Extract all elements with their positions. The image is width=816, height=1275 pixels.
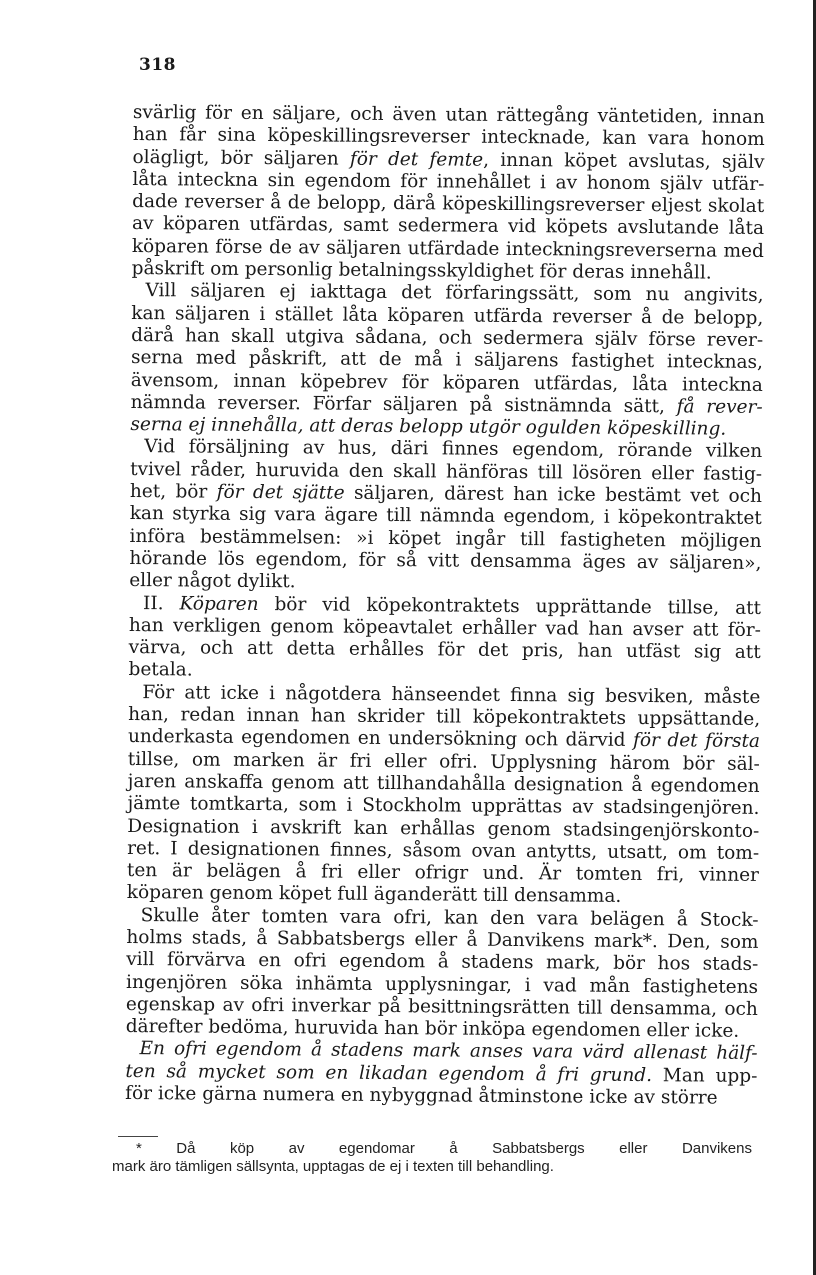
text-run: ten så mycket som en likadan egendom å fri grund.: [125, 1060, 653, 1086]
text-line: [125, 1083, 757, 1110]
text-run: införa bestämmelsen: »i köpet ingår till fastigheten möjligen: [129, 525, 762, 552]
text-run: han får sina köpeskillingsreverser intecknade, kan vara honom: [132, 124, 765, 151]
text-run: få rever-: [676, 396, 763, 418]
text-run: dade reverser å de belopp, därå köpeskillingsreverser eljest skolat: [132, 191, 765, 218]
text-run: kan styrka sig vara ägare till nämnda egendom, i köpekontraktet: [129, 503, 762, 530]
text-run: bör vid köpekontraktets upprättande tillse, att: [258, 593, 762, 619]
text-run: För att icke i någotdera hänseendet finna sig besviken, måste: [142, 681, 761, 708]
text-run: Skulle åter tomten vara ofri, kan den vara belägen å Stock-: [140, 904, 759, 931]
text-run: ten är belägen å fri eller ofrigr und. Är tomten fri, vinner: [126, 860, 760, 887]
text-run: påskrift om personlig betalningsskyldighet för deras innehåll.: [131, 258, 712, 284]
text-run: egenskap av ofri inverkar på besittningsrätten till densamma, och: [125, 993, 758, 1020]
text-run: het, bör: [129, 481, 217, 503]
text-run: tvivel råder, huruvida den skall hänföras till lösören eller fastig-: [130, 458, 763, 485]
footnote-line: mark äro tämligen sällsynta, upptagas de ej i texten till behandling.: [112, 1158, 554, 1175]
text-run: jämte tomtkarta, som i Stockholm upprättas av stadsingenjören.: [127, 793, 760, 820]
text-run: nämnda reverser. Förfar säljaren på sistnämnda sätt,: [130, 391, 677, 418]
text-run: II.: [142, 592, 180, 614]
text-run: jaren anskaffa genom att tillhandahålla designation å egendomen: [127, 770, 760, 797]
text-run: , innan köpet avslutas, själv: [483, 149, 765, 173]
text-run: Vill säljaren ej iakttaga det förfaringssätt, som nu angivits,: [145, 280, 764, 307]
text-run: betala.: [128, 659, 193, 681]
text-run: för det femte: [349, 148, 484, 171]
footnote-rule: [118, 1136, 158, 1137]
text-run: ingenjören söka inhämta upplysningar, i vad mån fastighetens: [126, 971, 759, 998]
text-run: underkasta egendomen en undersökning och därvid: [127, 726, 634, 752]
text-run: köparen genom köpet full äganderätt till densamma.: [126, 882, 622, 908]
text-run: serna ej innehålla, att deras belopp utgör ogulden köpeskilling.: [130, 414, 727, 440]
text-run: vill förvärva en ofri egendom å stadens mark, bör hos stads-: [126, 949, 759, 976]
text-run: låta inteckna sin egendom för innehållet i av honom själv utfär-: [132, 168, 765, 195]
text-run: holms stads, å Sabbatsbergs eller å Danvikens mark*. Den, som: [126, 926, 759, 953]
text-run: av köparen utfärdas, samt sedermera vid köpets avslutande låta: [131, 213, 765, 240]
text-run: säljaren, därest han icke bestämt vet och: [344, 482, 763, 507]
text-run: serna med påskrift, att de må i säljarens fastighet intecknas,: [130, 347, 764, 374]
text-run: olägligt, bör säljaren: [132, 146, 351, 170]
text-run: för det första: [632, 730, 761, 753]
text-run: Man upp-: [651, 1064, 758, 1087]
text-run: hörande lös egendom, för så vitt densamma äges av säljaren»,: [129, 547, 762, 574]
footnote: [112, 1140, 752, 1176]
text-run: svärlig för en säljare, och även utan rättegång väntetiden, innan: [132, 102, 765, 128]
footnote-line: * Då köp av egendomar å Sabbatsbergs eller Danvikens: [136, 1140, 752, 1157]
text-run: Köparen: [179, 592, 259, 615]
text-run: tillse, om marken är fri eller ofri. Upplysning härom bör säl-: [127, 748, 760, 775]
text-run: Designation i avskrift kan erhållas genom stadsingenjörskonto-: [127, 815, 760, 842]
text-run: En ofri egendom å stadens mark anses vara värd allenast hälf-: [139, 1038, 758, 1065]
text-run: för det sjätte: [216, 481, 345, 504]
text-run: ävensom, innan köpebrev för köparen utfärdas, låta inteckna: [130, 369, 763, 396]
text-run: eller något dylikt.: [129, 570, 296, 593]
text-run: kan säljaren i stället låta köparen utfärda reverser å de belopp,: [131, 302, 764, 329]
body-text: [125, 102, 765, 1110]
text-run: därefter bedöma, huruvida han bör inköpa egendomen eller icke.: [125, 1016, 740, 1042]
text-run: Vid försäljning av hus, däri finnes egendom, rörande vilken: [144, 436, 763, 463]
text-run: därå han skall utgiva sådana, och sedermera själv förse rever-: [131, 324, 764, 351]
text-run: för icke gärna numera en nybyggnad åtminstone icke av större: [125, 1083, 718, 1109]
text-run: han, redan innan han skrider till köpekontraktets uppsättande,: [128, 703, 761, 730]
text-run: han verkligen genom köpeavtalet erhåller vad han avser att för-: [128, 614, 761, 641]
page-number: 318: [139, 55, 176, 75]
text-run: köparen förse de av säljaren utfärdade inteckningsreverserna med: [131, 235, 764, 262]
text-run: värva, och att detta erhålles för det pris, han utfäst sig att: [128, 637, 761, 664]
text-run: ret. I designationen finnes, såsom ovan antytts, utsatt, om tom-: [127, 837, 760, 864]
